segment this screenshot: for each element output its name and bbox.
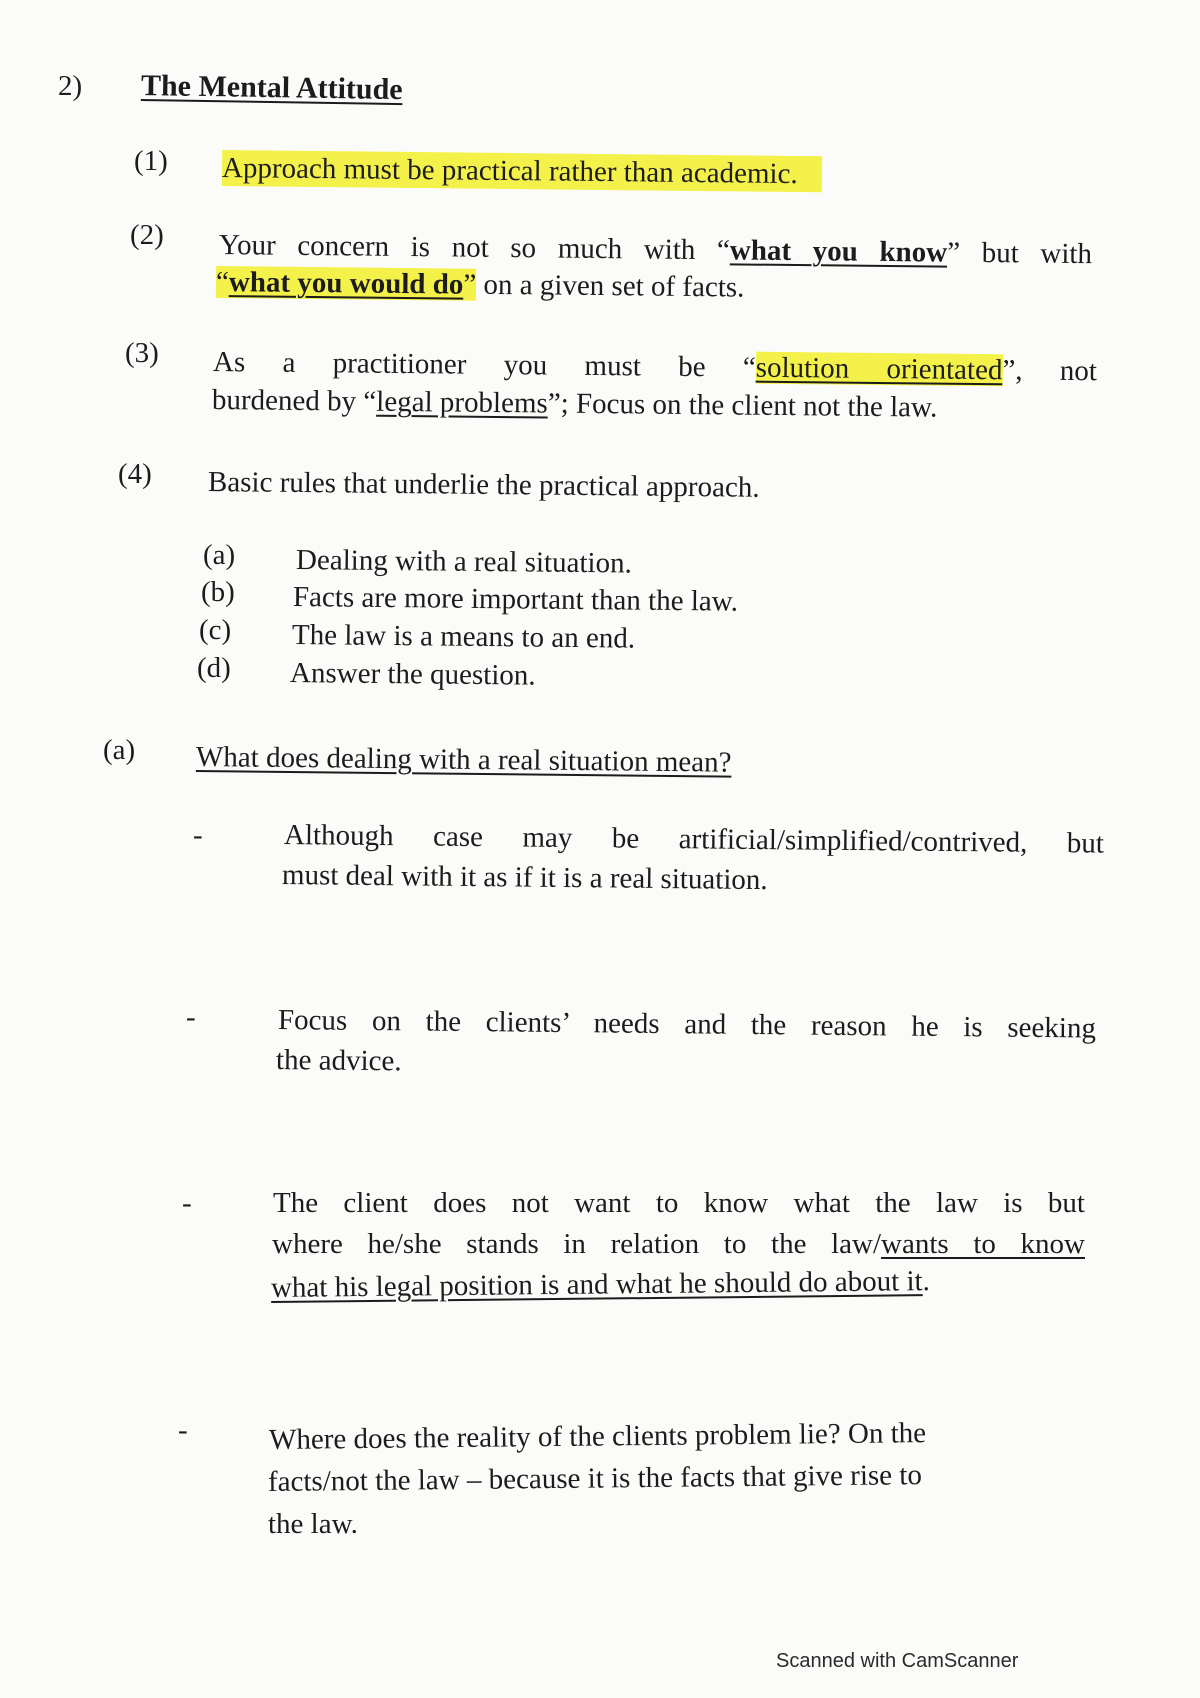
point-3-number: (3) (125, 337, 159, 369)
legal-position-phrase: what his legal position is and what he should do about it (270, 1265, 923, 1304)
bullet-4-line-2: facts/not the law – because it is the facts that give rise to (267, 1459, 923, 1498)
bullet-2-line-1: Focus on the clients’ needs and the reason he is seeking (277, 1004, 1097, 1045)
bullet-2-dash: - (186, 1001, 196, 1033)
point-1-text (222, 148, 822, 194)
what-you-know: what you know (729, 234, 948, 269)
bullet-1-dash: - (193, 819, 203, 851)
point-4-number: (4) (118, 458, 152, 490)
point-2-number: (2) (130, 219, 164, 251)
bullet-3-line-2: where he/she stands in relation to the law/wants to know (272, 1228, 1085, 1260)
point-3-line-2: burdened by “legal problems”; Focus on the client not the law. (211, 384, 938, 424)
section-title: The Mental Attitude (140, 69, 403, 107)
rule-b-label: (b) (201, 576, 235, 608)
bullet-4-dash: - (178, 1414, 188, 1446)
subsection-heading: What does dealing with a real situation mean? (195, 741, 732, 779)
rule-c-text: The law is a means to an end. (291, 619, 636, 655)
subsection-label: (a) (103, 734, 136, 766)
point-2-line-2: “what you would do” on a given set of facts. (215, 266, 745, 304)
rule-c-label: (c) (199, 614, 232, 646)
bullet-3-line-1: The client does not want to know what the law is but (273, 1187, 1085, 1219)
rule-b-text: Facts are more important than the law. (292, 581, 739, 618)
bullet-1-line-2: must deal with it as if it is a real situation. (281, 859, 768, 897)
rule-a-label: (a) (203, 539, 236, 571)
rule-d-text: Answer the question. (289, 657, 536, 692)
scanner-watermark: Scanned with CamScanner (776, 1650, 1019, 1672)
point-2-line-1: Your concern is not so much with “what you know” but with (218, 229, 1093, 271)
rule-d-label: (d) (197, 652, 231, 684)
bullet-3-line-3: what his legal position is and what he should do about it. (270, 1265, 931, 1304)
point-1-highlight: Approach must be practical rather than academic. (222, 150, 822, 192)
solution-orientated: solution orientated (755, 351, 1003, 387)
point-3-line-1: As a practitioner you must be “solution orientated”, not (212, 346, 1098, 388)
bullet-3-dash: - (182, 1187, 192, 1219)
bullet-4-line-3: the law. (268, 1508, 358, 1540)
point-4-text: Basic rules that underlie the practical approach. (207, 466, 760, 504)
what-you-would-do: what you would do (228, 266, 464, 301)
rule-a-text: Dealing with a real situation. (295, 544, 632, 580)
bullet-2-line-2: the advice. (275, 1044, 402, 1078)
point-1-number: (1) (134, 145, 168, 177)
wants-to-know: wants to know (881, 1228, 1085, 1260)
bullet-1-line-1: Although case may be artificial/simplified/contrived, but (283, 819, 1105, 860)
bullet-4-line-1: Where does the reality of the clients problem lie? On the (268, 1417, 927, 1456)
point-2-highlight: “what you would do” (215, 266, 477, 301)
section-number: 2) (58, 70, 83, 102)
legal-problems: legal problems (376, 385, 548, 420)
